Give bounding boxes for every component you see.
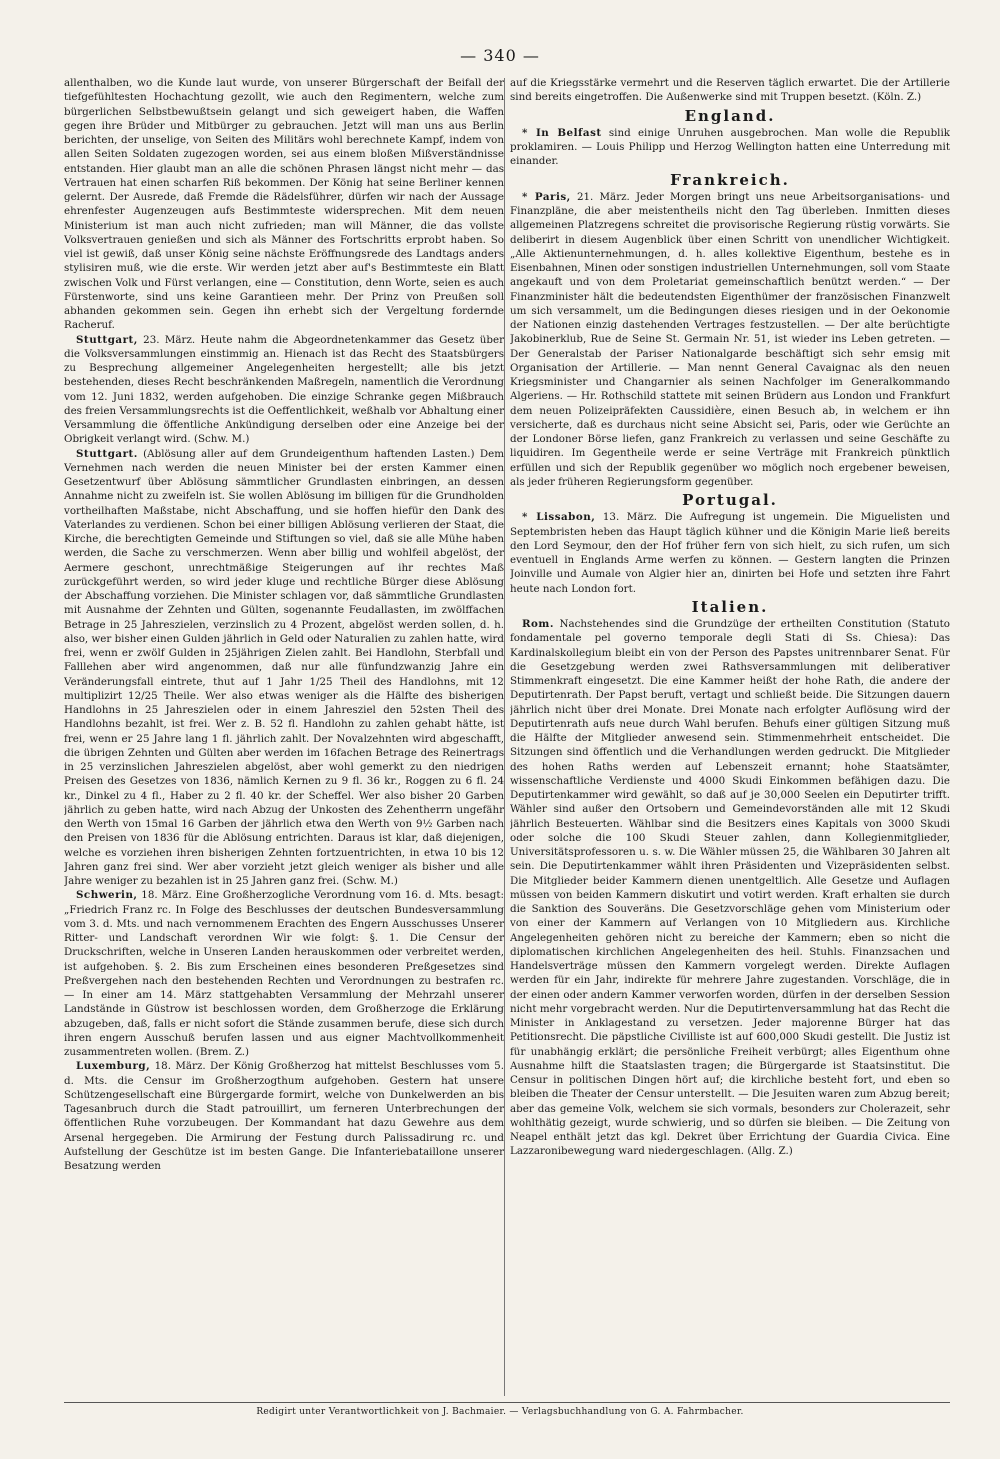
- article-text: 21. März. Jeder Morgen bringt uns neue Arbeitsorganisations- und Finanzpläne, die aber meistentheils nicht den Tag überleben. Inmitten dieses allgemeinen Platzregens schreitet die provisorische Regierung rüstig vorwärts. Sie deliberirt in diesem Augenblick über einen Schritt von unendlicher Wichtigkeit. „Alle Aktienunternehmungen, d. h. alles kollektive Eigenthum, bestehe es in Eisenbahnen, Minen oder sonstigen industriellen Unternehmungen, soll vom Staate angekauft und von dem Proletariat gemeinschaftlich benützt werden.“ — Der Finanzminister hält die bedeutendsten Eigenthümer der französischen Finanzwelt um sich versammelt, um die Bedingungen dieses riesigen und in der Oekonomie der Nationen einzig dastehenden Vertrages festzustellen. — Der alte berüchtigte Jakobinerklub, Rue de Seine St. Germain Nr. 51, ist wieder ins Leben getreten. — Der Generalstab der Pariser Nationalgarde beschäftigt sich sehr emsig mit Organisation der Artillerie. — Man nennt General Cavaignac als den neuen Kriegsminister und Changarnier als seinen Nachfolger im Generalkommando Algeriens. — Hr. Rothschild stattete mit seinen Brüdern aus London und Frankfurt dem neuen Polizeipräfekten Caussidière, einen Besuch ab, in welchem er ihn versicherte, daß es durchaus nicht seine Absicht sei, Paris, oder wie Gerüchte an der Londoner Börse liefen, ganz Frankreich zu verlassen und seine Geschäfte zu liquidiren. Im Gegentheile werde er seine Verträge mit Frankreich pünktlich erfüllen und sich der Republik gegenüber wo möglich noch ergebener beweisen, als jeder früheren Regierungsform gegenüber.: [510, 190, 950, 488]
- article-rom: [510, 617, 950, 1159]
- dateline-place: * In Belfast: [522, 126, 602, 139]
- section-heading-frankreich: Frankreich.: [670, 170, 790, 189]
- article-paris: [510, 190, 950, 489]
- dateline-place: Rom.: [522, 618, 554, 630]
- dateline-place: Luxemburg,: [76, 1060, 151, 1073]
- dateline-place: Stuttgart.: [76, 447, 138, 460]
- dateline-place: Schwerin,: [76, 889, 138, 902]
- section-heading-portugal: Portugal.: [682, 491, 778, 509]
- article-lissabon: [510, 510, 950, 596]
- section-heading-england: England.: [684, 106, 776, 125]
- article-paragraph: auf die Kriegsstärke vermehrt und die Reserven täglich erwartet. Die der Artillerie sind bereits eingetroffen. Die Außenwerke sind mit Truppen besetzt. (Köln. Z.): [510, 77, 950, 104]
- article-luxemburg: [64, 1059, 504, 1173]
- article-stuttgart-1: [64, 333, 504, 447]
- footer-rule: [64, 1402, 950, 1403]
- right-column: [510, 76, 950, 1396]
- column-divider: [504, 78, 505, 1396]
- article-stuttgart-2: [64, 447, 504, 889]
- article-text: 13. März. Die Aufregung ist ungemein. Die Miguelisten und Septembristen heben das Haupt täglich kühner und die Königin Marie ließ bereits den Lord Seymour, den der Hof früher fern von sich hielt, zu sich rufen, um sich eventuell in Englands Arme werfen zu können. — Gestern langten die Prinzen Joinville und Aumale von Algier hier an, dinirten bei Hofe und setzten ihre Fahrt heute nach London fort.: [510, 511, 950, 595]
- article-paragraph: allenthalben, wo die Kunde laut wurde, von unserer Bürgerschaft der Beifall der tiefgefühltesten Hochachtung gezollt, wie auch den Regimentern, welche zum bürgerlichen Selbstbewußtsein gelangt und sich geweigert haben, die Waffen gegen ihre Brüder und Mitbürger zu gebrauchen. Jetzt will man uns aus Berlin berichten, der unselige, von Seiten des Militärs wohl berechnete Kampf, indem von allen Seiten Soldaten zugezogen worden, sei aus einem bloßen Mißverständnisse entstanden. Hier glaubt man an alle die schönen Phrasen längst nicht mehr — das Vertrauen hat einen scharfen Riß bekommen. Der König hat seine Berliner kennen gelernt. Der Ausrede, daß Fremde die Rädelsführer, dürfen wir nach der Aussage ehrenfester Augenzeugen aufs Bestimmteste widersprechen. Mit dem neuen Ministerium ist man auch nicht zufrieden; man will Männer, die das vollste Volksvertrauen genießen und sich als Männer des Fortschritts erprobt haben. So viel ist gewiß, daß unser König seine nächste Eröffnungsrede des Landtags anders stylisiren muß, wie die erste. Wir werden jetzt aber auf's Bestimmteste ein Blatt zwischen Volk und Fürst verlangen, eine — Constitution, denn Worte, seien es auch Fürstenworte, sind uns keine Garantieen mehr. Der Prinz von Preußen soll abhanden gekommen sein. Gegen ihn erhebt sich der Vergeltung fordernde Racheruf.: [64, 77, 504, 332]
- section-heading-italien: Italien.: [691, 597, 769, 616]
- article-belfast: [510, 126, 950, 169]
- article-text: Nachstehendes sind die Grundzüge der ertheilten Constitution (Statuto fondamentale pel governo temporale degli Stati di Ss. Chiesa): Das Kardinalskollegium bleibt ein von der Person des Papstes unitrennbarer Senat. Für die Gesetzgebung werden zwei Rathsversammlungen mit deliberativer Stimmenkraft eingesetzt. Die eine Kammer heißt der hohe Rath, die andere der Deputirtenrath. Der Papst beruft, vertagt und schließt beide. Die Sitzungen dauern jährlich nicht über drei Monate. Drei Monate nach erfolgter Auflösung wird der Deputirtenrath aufs neue durch Wahl berufen. Behufs einer gültigen Sitzung muß die Hälfte der Mitglieder anwesend sein. Stimmenmehrheit entscheidet. Die Sitzungen sind öffentlich und die Verhandlungen werden gedruckt. Die Mitglieder des hohen Raths werden auf Lebenszeit ernannt; hohe Staatsämter, wissenschaftliche Verdienste und 4000 Skudi Einkommen befähigen dazu. Die Deputirtenkammer wird gewählt, so daß auf je 30,000 Seelen ein Deputirter trifft. Wähler sind außer den Ortsobern und Gemeindevorständen alle mit 12 Skudi jährlich Besteuerten. Wählbar sind die Besitzers eines Kapitals von 3000 Skudi oder solche die 100 Skudi Steuer zahlen, dann Kollegienmitglieder, Universitätsprofessoren u. s. w. Die Wähler müssen 25, die Wählbaren 30 Jahren alt sein. Die Deputirtenkammer wählt ihren Präsidenten und Vizepräsidenten selbst. Die Mitglieder beider Kammern dienen unentgeltlich. Alle Gesetze und Auflagen müssen von beiden Kammern diskutirt und votirt werden. Kraft erhalten sie durch die Sanktion des Souveräns. Die Gesetzvorschläge gehen vom Ministerium oder von einer der Kammern auf Verlangen von 10 Mitgliedern aus. Kirchliche Angelegenheiten gehören nicht zu bereiche der Kammern; eben so nicht die diplomatischen kirchlichen Angelegenheiten des heil. Stuhls. Finanzsachen und Handelsverträge müssen den Kammern vorgelegt werden. Direkte Auflagen werden für ein Jahr, indirekte für mehrere Jahre zugestanden. Vorschläge, die in der einen oder andern Kammer verworfen worden, dürfen in der derselben Session nicht mehr vorgebracht werden. Nur die Deputirtenversammlung hat das Recht die Minister in Anklagestand zu versetzen. Jeder majorenne Bürger hat das Petitionsrecht. Die päpstliche Civilliste ist auf 600,000 Skudi gestellt. Die Justiz ist für unabhängig erklärt; die persönliche Freiheit verbürgt; alles Eigenthum ohne Ausnahme hilft die Staatslasten tragen; die Bürgergarde ist Staatsinstitut. Die Censur in politischen Dingen hört auf; die kirchliche besteht fort, und eben so bleiben die Theater der Censur unterstellt. — Die Jesuiten waren zum Abzug bereit; aber das gemeine Volk, welchem sie sich vormals, besonders zur Cholerazeit, sehr wohlthätig gezeigt, wurde schwierig, und so dürfen sie bleiben. — Die Zeitung von Neapel enthält jetzt das kgl. Dekret über Errichtung der Guardia Civica. Eine Lazzaronibewegung ward niedergeschlagen. (Allg. Z.): [510, 618, 950, 1158]
- article-schwerin: [64, 888, 504, 1059]
- left-column: [64, 76, 504, 1396]
- article-text: 23. März. Heute nahm die Abgeordnetenkammer das Gesetz über die Volksversammlungen einstimmig an. Hienach ist das Recht des Staatsbürgers zu Besprechung allgemeiner Angelegenheiten hergestellt; alle bis jetzt bestehenden, dieses Recht beschränkenden Maßregeln, namentlich die Verordnung vom 12. Juni 1832, werden aufgehoben. Die einzige Schranke gegen Mißbrauch des freien Versammlungsrechts ist die Oeffentlichkeit, weßhalb vor Abhaltung einer Versammlung die öffentliche Ankündigung derselben oder eine Anzeige bei der Obrigkeit verlangt wird. (Schw. M.): [64, 333, 504, 446]
- article-text: 18. März. Der König Großherzog hat mittelst Beschlusses vom 5. d. Mts. die Censur im Großherzogthum aufgehoben. Gestern hat unsere Schützengesellschaft eine Bürgergarde formirt, welche von Dunkelwerden an bis Tagesanbruch durch die Stadt patrouillirt, um ferneren Unterbrechungen der öffentlichen Ruhe vorzubeugen. Der Kommandant hat dazu Gewehre aus dem Arsenal hergegeben. Die Armirung der Festung durch Palissadirung rc. und Aufstellung der Geschütze ist im besten Gange. Die Infanteriebataillone unserer Besatzung werden: [64, 1060, 504, 1172]
- dateline-place: * Paris,: [522, 190, 571, 203]
- dateline-place: Stuttgart,: [76, 333, 138, 346]
- article-text: sind einige Unruhen ausgebrochen. Man wolle die Republik proklamiren. — Louis Philipp und Herzog Wellington hatten eine Unterredung mit einander.: [510, 126, 950, 168]
- dateline-place: * Lissabon,: [522, 511, 596, 524]
- imprint-footer: Redigirt unter Verantwortlichkeit von J. Bachmaier. — Verlagsbuchhandlung von G. A. Fahrmbacher.: [256, 1407, 744, 1417]
- article-text: (Ablösung aller auf dem Grundeigenthum haftenden Lasten.) Dem Vernehmen nach werden die neuen Minister bei der ersten Kammer einen Gesetzentwurf über Ablösung sämmtlicher Grundlasten einbringen, an dessen Annahme nicht zu zweifeln ist. Sie wollen Ablösung im billigen für die Grundholden vortheilhaften Maßstabe, nicht Abschaffung, und sie hoffen hiefür den Dank des Vaterlandes zu verdienen. Schon bei einer billigen Ablösung verlieren der Staat, die Kirche, die berechtigten Gemeinde und Stiftungen so viel, daß sie alle Mühe haben werden, die Sache zu verschmerzen. Wenn aber billig und wohlfeil abgelöst, der Aermere geschont, unrechtmäßige Steigerungen auf ihr rechtes Maß zurückgeführt werden, so wird jeder kluge und rechtliche Bürger diese Ablösung der Abschaffung vorziehen. Die Minister schlagen vor, daß sämmtliche Grundlasten mit Ausnahme der Zehnten und Gülten, sogenannte Feudallasten, im zwölffachen Betrage in 25 Jahreszielen, verzinslich zu 4 Prozent, abgelöst werden sollen, d. h. also, wer bisher einen Gulden jährlich in Geld oder Naturalien zu zahlen hatte, wird frei, wenn er zwölf Gulden in 25jährigen Zielen zahlt. Bei Handlohn, Sterbfall und Falllehen aber wird angenommen, daß nur alle fünfundzwanzig Jahre ein Veränderungsfall eintrete, thut auf 1 Jahr 1/25 Theil des Handlohns, mit 12 multiplizirt 12/25 Theile. Wer also etwas weniger als die Hälfte des bisherigen Handlohns in 25 Jahreszielen oder in einem Jahresziel den 52sten Theil des Handlohns bezahlt, ist frei. Wer z. B. 52 fl. Handlohn zu zahlen gehabt hätte, ist frei, wenn er 25 Jahre lang 1 fl. jährlich zahlt. Der Novalzehnten wird abgeschafft, die übrigen Zehnten und Gülten aber werden im 16fachen Betrage des Reinertrags in 25 verzinslichen Jahreszielen abgelöst, aber wohl gemerkt zu den niedrigen Preisen des Gesetzes von 1836, nämlich Kernen zu 9 fl. 36 kr., Roggen zu 6 fl. 24 kr., Dinkel zu 4 fl., Haber zu 2 fl. 40 kr. der Scheffel. Wer also bisher 20 Garben jährlich zu geben hatte, wird nach Abzug der Unkosten des Zehentherrn ungefähr den Werth von 15mal 16 Garben der jährlich etwa den Werth von 9½ Garben nach den Preisen von 1836 für die Ablösung entrichten. Daraus ist klar, daß diejenigen, welche es vorziehen ihren bisherigen Zehnten fortzuentrichten, in etwa 10 bis 12 Jahren ganz frei sind. Wer aber vorzieht jetzt gleich weniger als bisher und alle Jahre weniger zu bezahlen ist in 25 Jahren ganz frei. (Schw. M.): [64, 447, 504, 887]
- article-text: 18. März. Eine Großherzogliche Verordnung vom 16. d. Mts. besagt: „Friedrich Franz rc. In Folge des Beschlusses der deutschen Bundesversammlung vom 3. d. Mts. und nach vernommenem Erachten des Engern Ausschusses Unserer Ritter- und Landschaft verordnen Wir wie folgt: §. 1. Die Censur der Druckschriften, welche in Unseren Landen herauskommen oder verbreitet werden, ist aufgehoben. §. 2. Bis zum Erscheinen eines besonderen Preßgesetzes sind Preßvergehen nach den bestehenden Rechten und Verordnungen zu bestrafen rc. — In einer am 14. März stattgehabten Versammlung der Mehrzahl unserer Landstände in Güstrow ist beschlossen worden, dem Großherzoge die Erklärung abzugeben, daß, falls er nicht sofort die Stände zusammen berufe, diese sich durch ihren engern Ausschuß berufen lassen und aus eigner Machtvollkommenheit zusammentreten wollen. (Brem. Z.): [64, 889, 504, 1058]
- page-number: — 340 —: [460, 46, 540, 65]
